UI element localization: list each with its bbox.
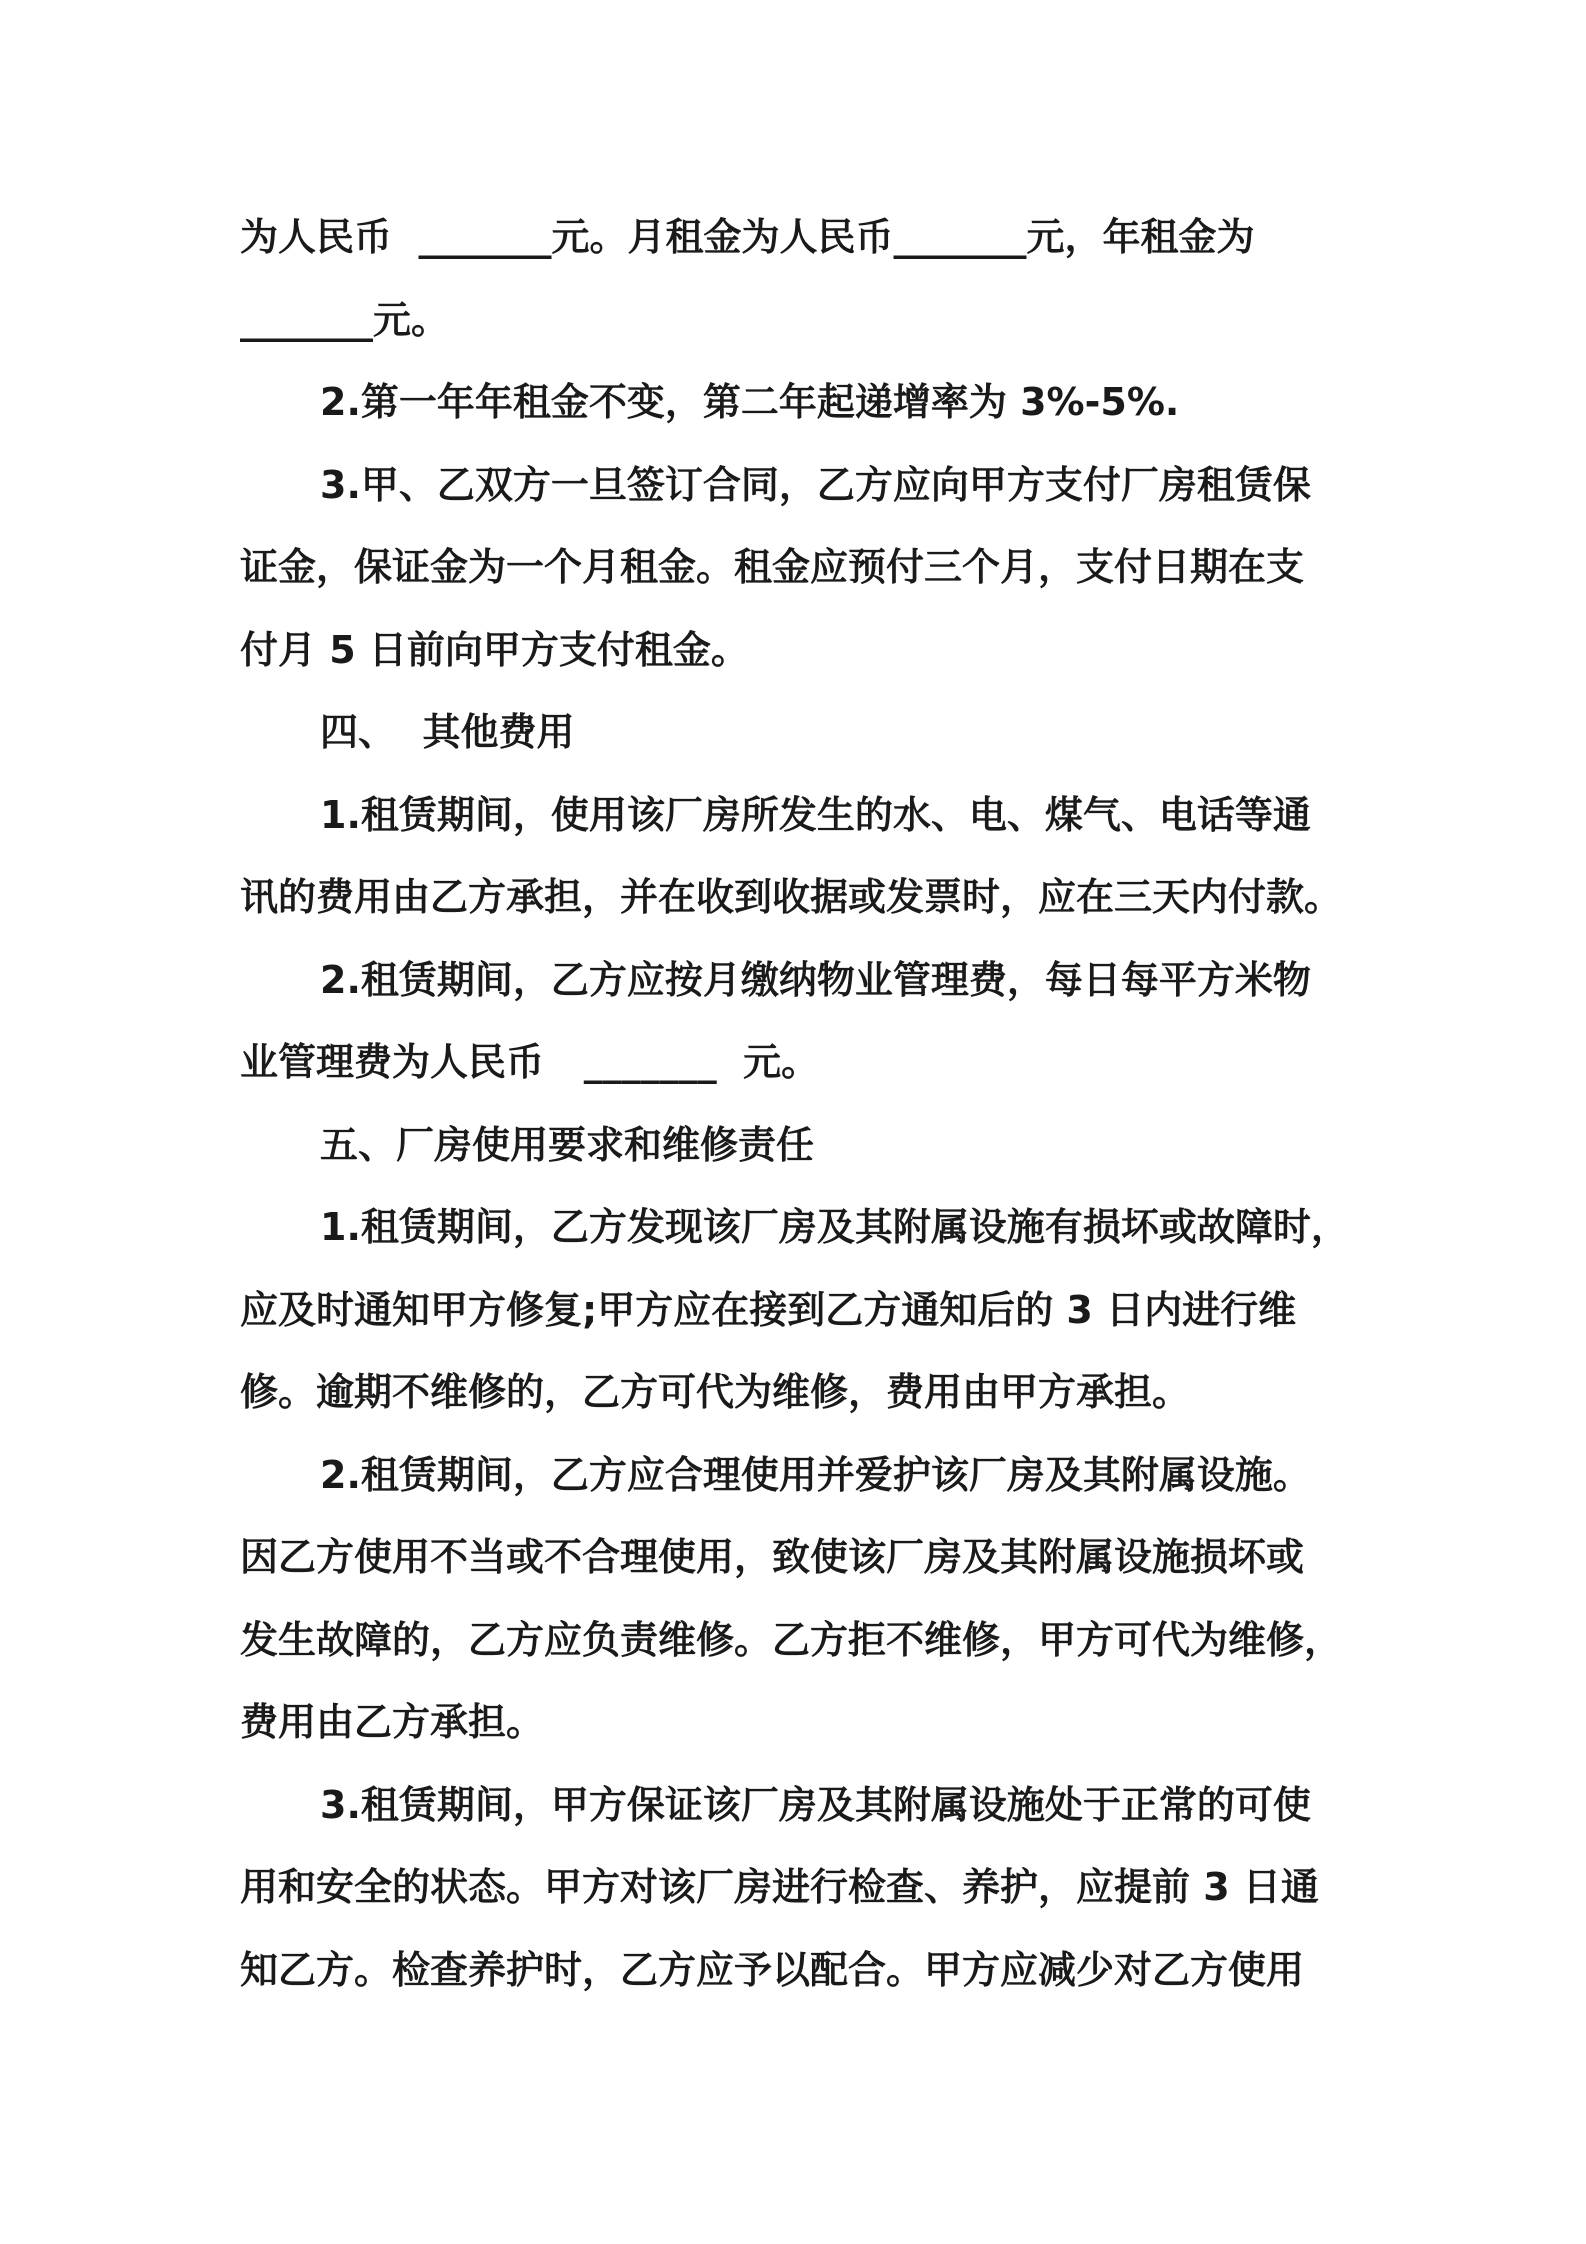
text-line: 应及时通知甲方修复;甲方应在接到乙方通知后的 3 日内进行维 bbox=[240, 1287, 1297, 1332]
text-line: 2.租赁期间，乙方应合理使用并爱护该厂房及其附属设施。 bbox=[320, 1452, 1311, 1497]
section-heading: 五、厂房使用要求和维修责任 bbox=[320, 1122, 815, 1167]
text-line: 发生故障的，乙方应负责维修。乙方拒不维修，甲方可代为维修， bbox=[240, 1617, 1343, 1662]
text-line: 3.租赁期间，甲方保证该厂房及其附属设施处于正常的可使 bbox=[320, 1782, 1311, 1827]
document-body bbox=[240, 196, 1370, 2011]
text-line: 3.甲、乙双方一旦签订合同，乙方应向甲方支付厂房租赁保 bbox=[320, 462, 1311, 507]
text-line: 1.租赁期间，使用该厂房所发生的水、电、煤气、电话等通 bbox=[320, 792, 1311, 837]
text-line: 付月 5 日前向甲方支付租金。 bbox=[240, 627, 749, 672]
text-line: 2.租赁期间，乙方应按月缴纳物业管理费，每日每平方米物 bbox=[320, 957, 1311, 1002]
text-line: _______元。 bbox=[240, 297, 450, 342]
text-line: 修。逾期不维修的，乙方可代为维修，费用由甲方承担。 bbox=[240, 1370, 1191, 1414]
text-line: 费用由乙方承担。 bbox=[240, 1700, 545, 1744]
text-line: 知乙方。检查养护时，乙方应予以配合。甲方应减少对乙方使用 bbox=[240, 1947, 1305, 1992]
text-line: 证金，保证金为一个月租金。租金应预付三个月，支付日期在支 bbox=[240, 545, 1305, 589]
text-line: 为人民币 _______元。月租金为人民币_______元，年租金为 bbox=[240, 215, 1255, 259]
text-line: 业管理费为人民币 _______ 元。 bbox=[240, 1040, 820, 1084]
section-heading: 四、 其他费用 bbox=[320, 710, 575, 754]
text-line: 1.租赁期间，乙方发现该厂房及其附属设施有损坏或故障时， bbox=[320, 1205, 1349, 1249]
text-line: 用和安全的状态。甲方对该厂房进行检查、养护，应提前 3 日通 bbox=[240, 1865, 1319, 1909]
text-line: 因乙方使用不当或不合理使用，致使该厂房及其附属设施损坏或 bbox=[240, 1535, 1305, 1579]
text-line: 讯的费用由乙方承担，并在收到收据或发票时，应在三天内付款。 bbox=[240, 875, 1343, 919]
text-line: 2.第一年年租金不变，第二年起递增率为 3%-5%. bbox=[320, 380, 1180, 424]
